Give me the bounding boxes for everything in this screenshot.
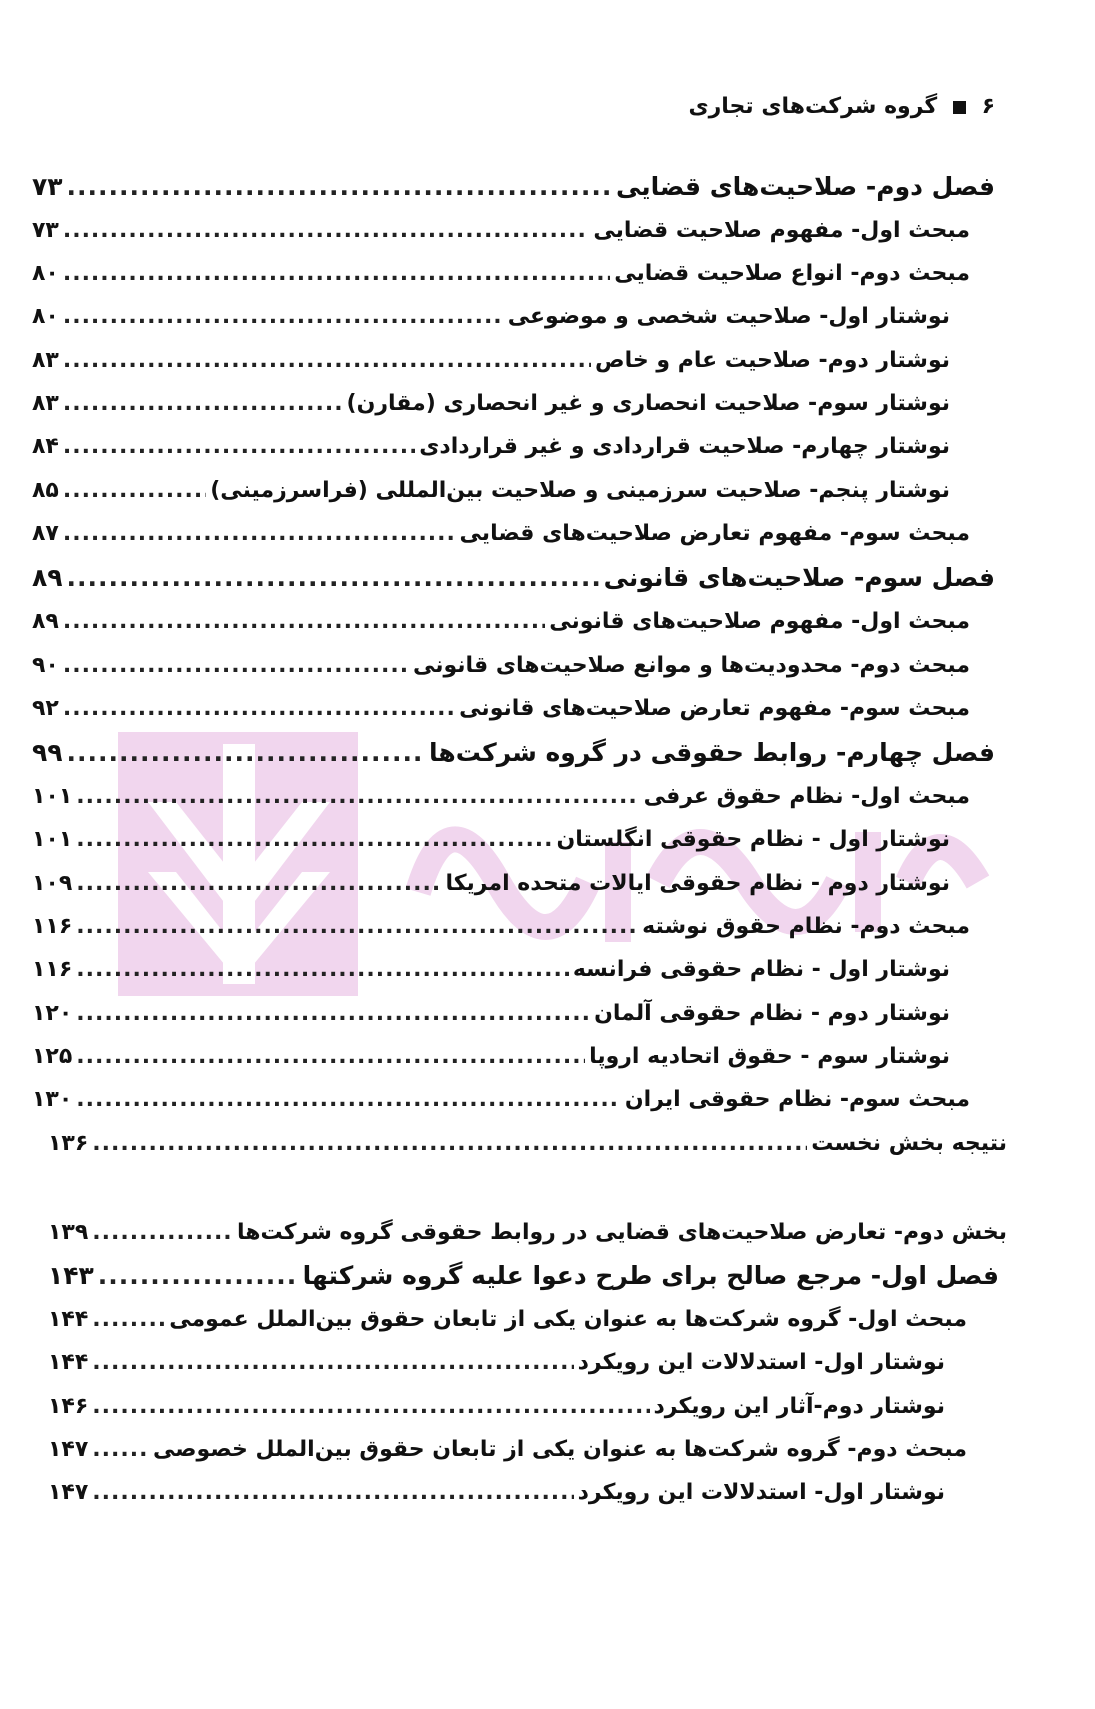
header-page-number: ۶: [981, 94, 995, 119]
toc-entry-subsection[interactable]: نوشتار دوم-آثار این رویکرد ..... ۱۴۶: [0, 1378, 1095, 1422]
running-header: [0, 94, 995, 119]
toc-entry-subsection[interactable]: نوشتار اول- استدلالات این رویکرد ..... ۱۴۷: [0, 1464, 1095, 1508]
toc-entry-section[interactable]: مبحث سوم- نظام حقوقی ایران ..... ۱۳۰: [0, 1071, 1095, 1115]
toc-entry-section[interactable]: مبحث اول- مفهوم صلاحیت‌های قانونی ..... ۸۹: [0, 593, 1095, 637]
toc-entry-subsection[interactable]: نوشتار سوم - حقوق اتحادیه اروپا ..... ۱۲۵: [0, 1028, 1095, 1072]
toc-entry-subsection[interactable]: نوشتار اول- استدلالات این رویکرد ..... ۱۴۴: [0, 1334, 1095, 1378]
toc-entry-section[interactable]: مبحث اول- مفهوم صلاحیت قضایی ..... ۷۳: [0, 202, 1095, 246]
toc-entry-chapter[interactable]: فصل سوم- صلاحیت‌های قانونی ..... ۸۹: [0, 549, 1095, 593]
toc-entry-section[interactable]: مبحث دوم- گروه شرکت‌ها به عنوان یکی از تابعان حقوق بین‌الملل خصوصی ..... ۱۴۷: [0, 1421, 1095, 1465]
toc-entry-chapter[interactable]: فصل چهارم- روابط حقوقی در گروه شرکت‌ها ..... ۹۹: [0, 724, 1095, 768]
toc-entry-section[interactable]: مبحث دوم- محدودیت‌ها و موانع صلاحیت‌های قانونی ..... ۹۰: [0, 637, 1095, 681]
toc-entry-chapter[interactable]: فصل دوم- صلاحیت‌های قضایی ..... ۷۳: [0, 158, 1095, 202]
toc-entry-subsection[interactable]: نوشتار دوم- صلاحیت عام و خاص ..... ۸۳: [0, 332, 1095, 376]
toc-entry-subsection[interactable]: نوشتار دوم - نظام حقوقی آلمان ..... ۱۲۰: [0, 985, 1095, 1029]
toc-entry-section[interactable]: مبحث اول- نظام حقوق عرفی ..... ۱۰۱: [0, 768, 1095, 812]
toc-entry-section[interactable]: مبحث دوم- انواع صلاحیت قضایی ..... ۸۰: [0, 245, 1095, 289]
toc-entry-section[interactable]: مبحث اول- گروه شرکت‌ها به عنوان یکی از تابعان حقوق بین‌الملل عمومی ..... ۱۴۴: [0, 1291, 1095, 1335]
toc-entry-section[interactable]: مبحث دوم- نظام حقوق نوشته ..... ۱۱۶: [0, 898, 1095, 942]
toc-entry-subsection[interactable]: نوشتار اول - نظام حقوقی انگلستان ..... ۱۰۱: [0, 811, 1095, 855]
header-book-title: گروه شرکت‌های تجاری: [688, 94, 938, 119]
square-bullet-icon: [953, 101, 966, 114]
toc-entry-chapter[interactable]: فصل اول- مرجع صالح برای طرح دعوا علیه گروه شرکتها ..... ۱۴۳: [0, 1247, 1095, 1291]
toc-entry-part[interactable]: نتیجه بخش نخست ..... ۱۳۶: [0, 1115, 1095, 1159]
toc-entry-subsection[interactable]: نوشتار پنجم- صلاحیت سرزمینی و صلاحیت بین‌المللی (فراسرزمینی) ..... ۸۵: [0, 462, 1095, 506]
toc-entry-section[interactable]: مبحث سوم- مفهوم تعارض صلاحیت‌های قضایی ..... ۸۷: [0, 505, 1095, 549]
toc-entry-subsection[interactable]: نوشتار چهارم- صلاحیت قراردادی و غیر قراردادی ..... ۸۴: [0, 418, 1095, 462]
toc-entry-subsection[interactable]: نوشتار اول- صلاحیت شخصی و موضوعی ..... ۸۰: [0, 288, 1095, 332]
toc-entry-subsection[interactable]: نوشتار دوم - نظام حقوقی ایالات متحده امریکا ..... ۱۰۹: [0, 855, 1095, 899]
toc-entry-section[interactable]: مبحث سوم- مفهوم تعارض صلاحیت‌های قانونی ..... ۹۲: [0, 680, 1095, 724]
toc-entry-subsection[interactable]: نوشتار اول - نظام حقوقی فرانسه ..... ۱۱۶: [0, 941, 1095, 985]
toc-entry-part[interactable]: بخش دوم- تعارض صلاحیت‌های قضایی در روابط حقوقی گروه شرکت‌ها ..... ۱۳۹: [0, 1204, 1095, 1248]
toc-entry-subsection[interactable]: نوشتار سوم- صلاحیت انحصاری و غیر انحصاری (مقارن) ..... ۸۳: [0, 375, 1095, 419]
